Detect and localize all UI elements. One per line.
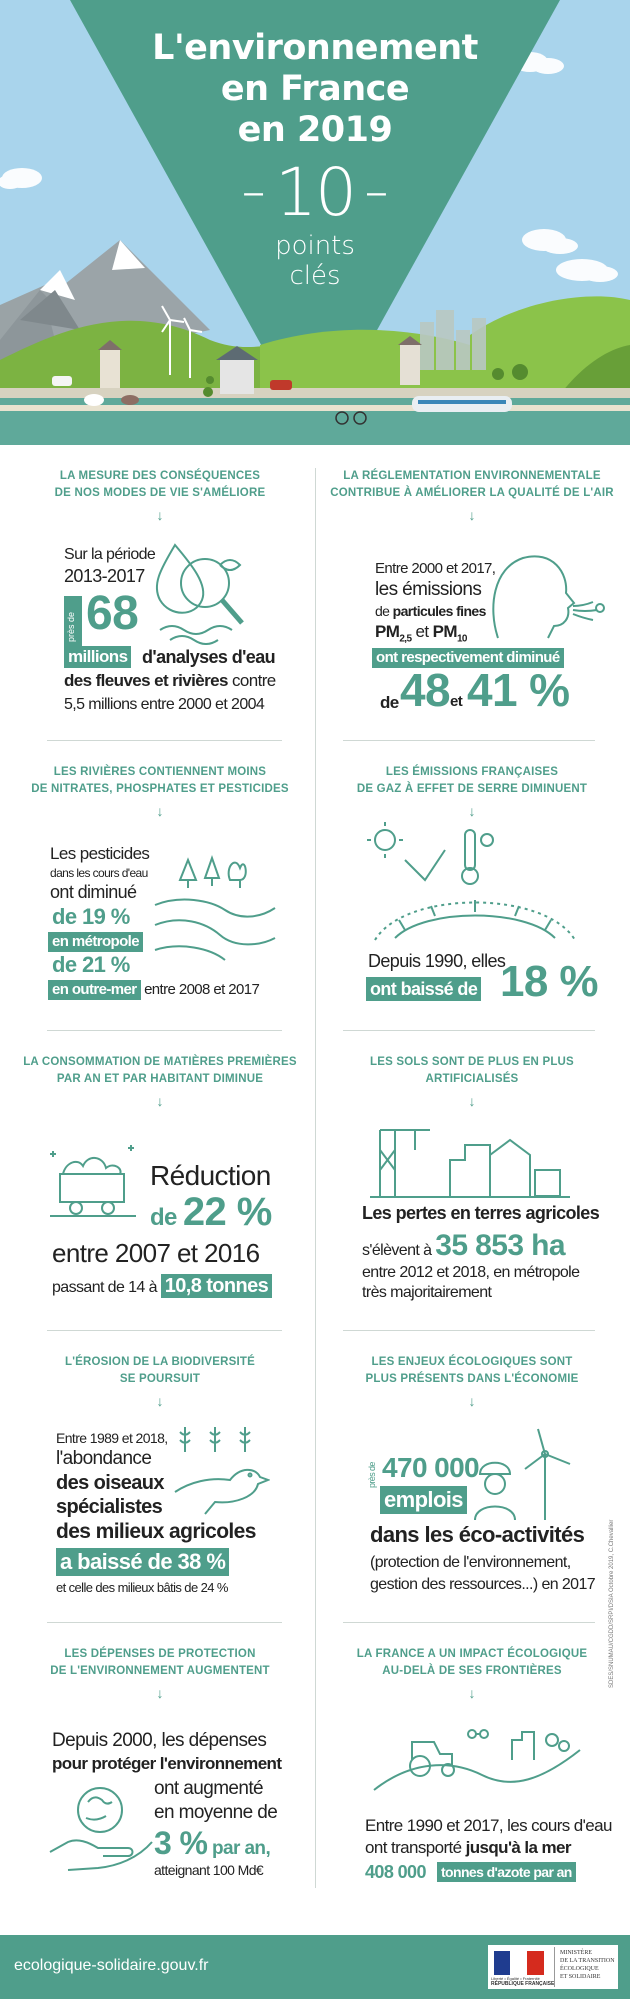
text-1989-2018: Entre 1989 et 2018, [56,1430,168,1446]
text-metropole-box: en métropole [48,932,143,952]
row-divider [343,1622,595,1623]
text-specialists: spécialistes [56,1496,163,1518]
text-1990-2017: Entre 1990 et 2017, les cours d'eau [365,1816,612,1835]
value-35853-ha-line: s'élèvent à 35 853 ha [362,1229,565,1262]
hand-globe-euro-icon [48,1780,158,1880]
text-pesticides: Les pesticides [50,844,150,863]
text-to-sea: ont transporté jusqu'à la mer [365,1838,571,1857]
text-agricultural-losses: Les pertes en terres agricoles [362,1203,600,1223]
keypoint-raw-materials [10,1054,310,1108]
title-line-1: L'environnement [152,28,478,68]
arrow-down-icon: ↓ [468,1685,476,1701]
bird-wheat-icon [170,1422,270,1517]
value-408000: 408 000 [365,1862,426,1882]
mine-cart-icon [48,1144,138,1224]
ministry-name: MINISTÈRE DE LA TRANSITION ÉCOLOGIQUE ET SOLIDAIRE [560,1950,615,1980]
dash-left-icon: – [244,172,263,211]
marianne-flag-icon [494,1951,544,1975]
text-reduction: Réduction [150,1160,271,1191]
cell-heading: LES ENJEUX ÉCOLOGIQUES SONT PLUS PRÉSENTS DANS L'ÉCONOMIE [365,1356,579,1385]
sun-earth-thermometer-icon [365,820,585,945]
arrow-down-icon: ↓ [156,1393,164,1409]
text-decreased: ont diminué [50,882,137,902]
worker-wind-turbine-icon [470,1424,580,1524]
credit-text: SDES/SNUMAU/CGDD/SRPI/DSIA Octobre 2019, C.Chevallier [609,1519,615,1688]
arrow-down-icon: ↓ [468,507,476,523]
text-from-14-to: passant de 14 à 10,8 tonnes [52,1274,272,1300]
text-since-1990: Depuis 1990, elles [368,951,506,971]
arrow-down-icon: ↓ [156,507,164,523]
river-trees-icon [150,850,280,970]
text-2007-2016: entre 2007 et 2016 [52,1238,260,1268]
text-average: en moyenne de [154,1802,278,1823]
arrow-down-icon: ↓ [156,1093,164,1109]
text-pm: $PM_{2,5}$ et $PM_{10}$ [375,622,467,645]
value-19-percent: de 19 % [52,904,130,929]
text-between: Entre 2000 et 2017, [375,560,496,577]
title-line-2: en France [220,69,410,109]
cell-heading: LA FRANCE A UN IMPACT ÉCOLOGIQUE AU-DELÀ DE SES FRONTIÈRES [356,1648,588,1677]
dash-right-icon: – [366,172,386,211]
text-2012-2018: entre 2012 et 2018, en métropole [362,1264,580,1281]
text-overseas: en outre-mer entre 2008 et 2017 [48,980,259,1000]
text-since-2000: Depuis 2000, les dépenses [52,1730,267,1751]
cell-heading: LES SOLS SONT DE PLUS EN PLUS ARTIFICIALISÉS [370,1056,574,1085]
text-mostly: très majoritairement [362,1284,492,1301]
footer-website-link[interactable]: ecologique-solidaire.gouv.fr [14,1957,209,1974]
keypoint-spending [10,1646,310,1700]
value-22-percent-line: de 22 % [150,1190,272,1234]
logo-divider [554,1947,555,1987]
text-years: 2013-2017 [64,566,145,586]
text-emissions: les émissions [375,579,482,600]
row-divider [343,1030,595,1031]
text-millions-box: millions [64,646,131,668]
text-waterways: dans les cours d'eau [50,866,148,880]
text-fine-particles: de particules fines [375,603,486,619]
row-divider [47,740,282,741]
cell-heading: L'ÉROSION DE LA BIODIVERSITÉ SE POURSUIT [64,1356,255,1385]
cell-heading: LES RIVIÈRES CONTIENNENT MOINS DE NITRATES, PHOSPHATES ET PESTICIDES [31,766,289,795]
text-protection: (protection de l'environnement, [370,1554,571,1571]
text-resources: gestion des ressources...) en 2017 [370,1576,596,1593]
row-divider [47,1622,282,1623]
keypoint-biodiversity [10,1354,310,1408]
row-divider [343,740,595,741]
row-divider [47,1030,282,1031]
text-built-areas: et celle des milieux bâtis de 24 % [56,1580,228,1595]
cell-heading: LA RÉGLEMENTATION ENVIRONNEMENTALE CONTRIBUE À AMÉLIORER LA QUALITÉ DE L'AIR [330,470,614,499]
cell-heading: LES DÉPENSES DE PROTECTION DE L'ENVIRONNEMENT AUGMENTENT [50,1648,270,1677]
text-jobs-box: emplois [380,1486,467,1514]
text-period: Sur la période [64,546,156,563]
arrow-down-icon: ↓ [156,803,164,819]
key-points-count: 10 [275,153,355,231]
text-pres-de: près de [66,611,76,642]
text-dropped-box: ont baissé de [366,977,481,1001]
keypoint-water-analyses [10,468,310,522]
arrow-down-icon: ↓ [156,1685,164,1701]
text-100-mde: atteignant 100 Md€ [154,1862,264,1878]
breathing-face-icon [478,548,608,648]
text-et: et [450,693,463,710]
title-line-3: en 2019 [237,110,393,150]
keypoint-fine-particles [322,468,622,522]
value-3-percent-line: 3 % par an, [154,1825,271,1861]
text-protect-environment: pour protéger l'environnement [52,1754,282,1773]
text-water-analyses: d'analyses d'eau [142,647,276,667]
ministry-logo [488,1945,618,1989]
subtitle-cles: clés [289,261,341,291]
keypoint-nitrogen [322,1646,622,1700]
value-21-percent: de 21 % [52,952,130,977]
arrow-down-icon: ↓ [468,803,476,819]
value-18-percent: 18 % [500,957,598,1006]
keypoint-green-jobs [322,1354,622,1408]
arrow-down-icon: ↓ [468,1093,476,1109]
marianne-motto: Liberté • Égalité • Fraternité [491,1976,540,1981]
cell-heading: LA CONSOMMATION DE MATIÈRES PREMIÈRES PAR AN ET PAR HABITANT DIMINUE [23,1056,297,1085]
row-divider [47,1330,282,1331]
water-drop-magnifier-icon [150,535,270,645]
cell-heading: LES ÉMISSIONS FRANÇAISES DE GAZ À EFFET DE SERRE DIMINUENT [356,766,588,795]
hero-banner [0,0,630,445]
text-nitrogen-box: tonnes d'azote par an [437,1862,576,1882]
value-470000: 470 000 [382,1452,480,1483]
subtitle-points: points [275,231,355,261]
text-eco-activities: dans les éco-activités [370,1522,585,1547]
footer [0,1935,630,1999]
text-de: de [380,693,399,712]
value-38-percent-box: a baissé de 38 % [56,1548,229,1576]
keypoint-greenhouse-gas [322,764,622,818]
keypoint-artificial-soils [322,1054,622,1108]
construction-crane-buildings-icon [370,1120,570,1200]
row-divider [343,1330,595,1331]
hero-title-block [0,28,630,291]
tractor-river-icon [372,1720,582,1800]
cell-heading: LA MESURE DES CONSÉQUENCES DE NOS MODES DE VIE S'AMÉLIORE [54,470,266,499]
republique-francaise-label: RÉPUBLIQUE FRANÇAISE [491,1981,555,1987]
text-decreased-box: ont respectivement diminué [372,648,564,668]
keypoint-pesticides [10,764,310,818]
text-birds: des oiseaux [56,1472,164,1494]
value-41-percent: 41 % [467,664,570,716]
value-48: 48 [400,664,450,716]
text-compare: 5,5 millions entre 2000 et 2004 [64,696,265,713]
text-agricultural-areas: des milieux agricoles [56,1520,256,1543]
text-pres-de: près de [367,1462,377,1488]
ten-row [0,153,630,231]
arrow-down-icon: ↓ [468,1393,476,1409]
text-increased: ont augmenté [154,1778,263,1799]
value-68: 68 [86,587,139,640]
center-divider [315,468,316,1888]
text-rivers: des fleuves et rivières contre [64,671,276,690]
text-abundance: l'abondance [56,1448,152,1469]
